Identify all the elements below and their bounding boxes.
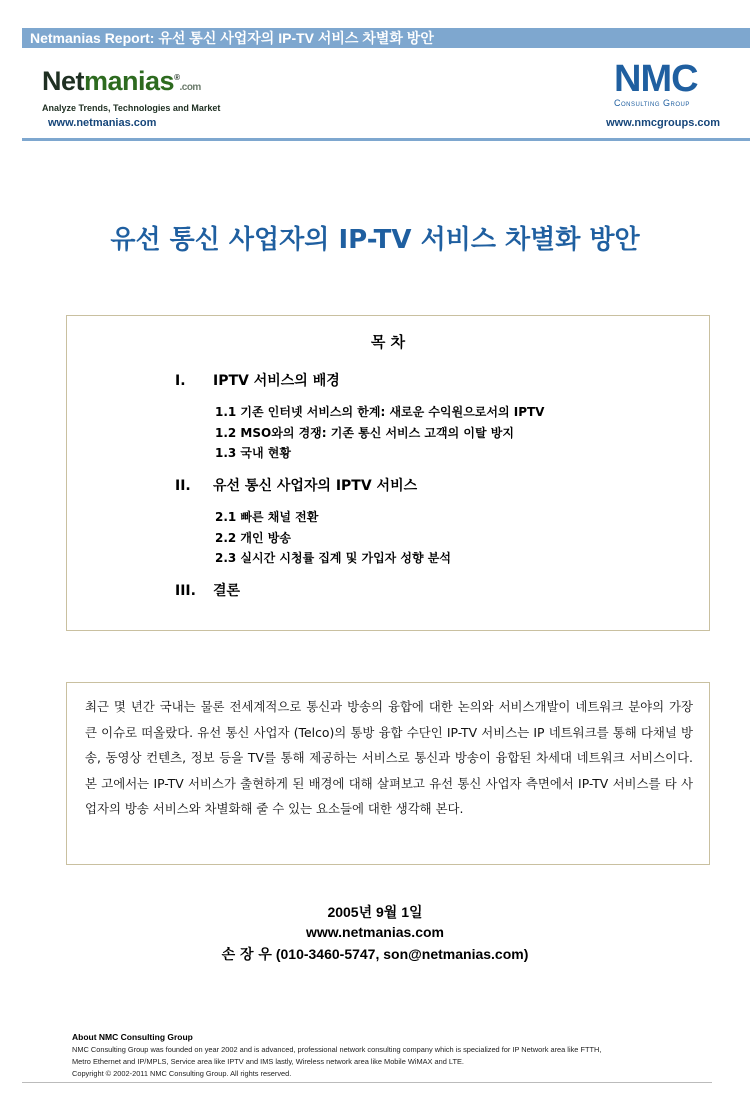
table-of-contents	[66, 315, 710, 631]
about-line-2: Metro Ethernet and IP/MPLS, Service area like IPTV and IMS lastly, Wireless network area like Mobile WiMAX and LTE.	[72, 1057, 464, 1066]
toc-section-number: III.	[175, 583, 196, 599]
copyright: Copyright © 2002-2011 NMC Consulting Group. All rights reserved.	[72, 1069, 292, 1078]
footer-divider	[22, 1082, 712, 1083]
toc-section-title: IPTV 서비스의 배경	[213, 373, 340, 389]
toc-subsection-1-3[interactable]: 1.3 국내 현황	[215, 446, 291, 460]
toc-subsection-2-3[interactable]: 2.3 실시간 시청률 집계 및 가입자 성향 분석	[215, 551, 451, 565]
report-title-bar	[22, 28, 750, 48]
toc-subsection-1-2[interactable]: 1.2 MSO와의 경쟁: 기존 통신 서비스 고객의 이탈 방지	[215, 426, 514, 440]
toc-section-number: II.	[175, 478, 191, 494]
toc-heading: 목 차	[370, 333, 406, 351]
logo-dotcom: .com	[179, 82, 201, 93]
header-divider	[22, 138, 750, 141]
logo-word-manias: manias	[84, 66, 175, 96]
report-title: Netmanias Report: 유선 통신 사업자의 IP-TV 서비스 차별화 방안	[30, 30, 434, 46]
nmc-url[interactable]: www.nmcgroups.com	[606, 117, 720, 129]
author-name: 손 장 우	[221, 947, 272, 963]
abstract-text: 최근 몇 년간 국내는 물론 전세계적으로 통신과 방송의 융합에 대한 논의와 서비스개발이 네트워크 분야의 가장 큰 이슈로 떠올랐다. 유선 통신 사업자 (Telco)의 통방 융합 수단인 IP-TV 서비스는 IP 네트워크를 통해 다채널 방송, 동영상 컨텐츠, 정보 등을 TV를 통해 제공하는 서비스로 통신과 방송이 융합된 차세대 네트워크 서비스이다. 본 고에서는 IP-TV 서비스가 출현하게 된 배경에 대해 살펴보고 유선 통신 사업자 측면에서 IP-TV 서비스를 타 사업자의 방송 서비스와 차별화해 줄 수 있는 요소들에 대한 생각해 본다.	[85, 699, 693, 816]
toc-section-number: I.	[175, 373, 186, 389]
logo-tagline: Analyze Trends, Technologies and Market	[42, 103, 221, 113]
document-title: 유선 통신 사업자의 IP-TV 서비스 차별화 방안	[110, 225, 640, 255]
toc-section-1[interactable]	[175, 370, 340, 390]
author-contact: (010-3460-5747, son@netmanias.com)	[275, 946, 529, 962]
toc-section-title: 결론	[213, 583, 241, 599]
toc-section-2[interactable]	[175, 475, 417, 495]
logo-registered: ®	[174, 73, 180, 82]
about-title: About NMC Consulting Group	[72, 1032, 193, 1042]
toc-section-3[interactable]	[175, 580, 240, 600]
netmanias-logo[interactable]	[42, 64, 220, 113]
nmc-logo-sub: Consulting Group	[614, 98, 690, 108]
meta-website[interactable]: www.netmanias.com	[306, 924, 444, 940]
author-line	[0, 944, 750, 964]
netmanias-url[interactable]: www.netmanias.com	[48, 117, 157, 129]
abstract-box	[66, 682, 710, 865]
nmc-logo[interactable]	[614, 60, 698, 108]
logo-word-net: Net	[42, 66, 85, 96]
about-line-1: NMC Consulting Group was founded on year 2002 and is advanced, professional network consulting company which is specialized for IP Network area like FTTH,	[72, 1045, 602, 1054]
toc-section-title: 유선 통신 사업자의 IPTV 서비스	[213, 478, 418, 494]
toc-subsection-2-2[interactable]: 2.2 개인 방송	[215, 531, 291, 545]
nmc-logo-word: NMC	[614, 58, 698, 100]
publication-date: 2005년 9월 1일	[327, 904, 423, 920]
toc-subsection-1-1[interactable]: 1.1 기존 인터넷 서비스의 한계: 새로운 수익원으로서의 IPTV	[215, 405, 545, 419]
toc-subsection-2-1[interactable]: 2.1 빠른 채널 전환	[215, 510, 319, 524]
